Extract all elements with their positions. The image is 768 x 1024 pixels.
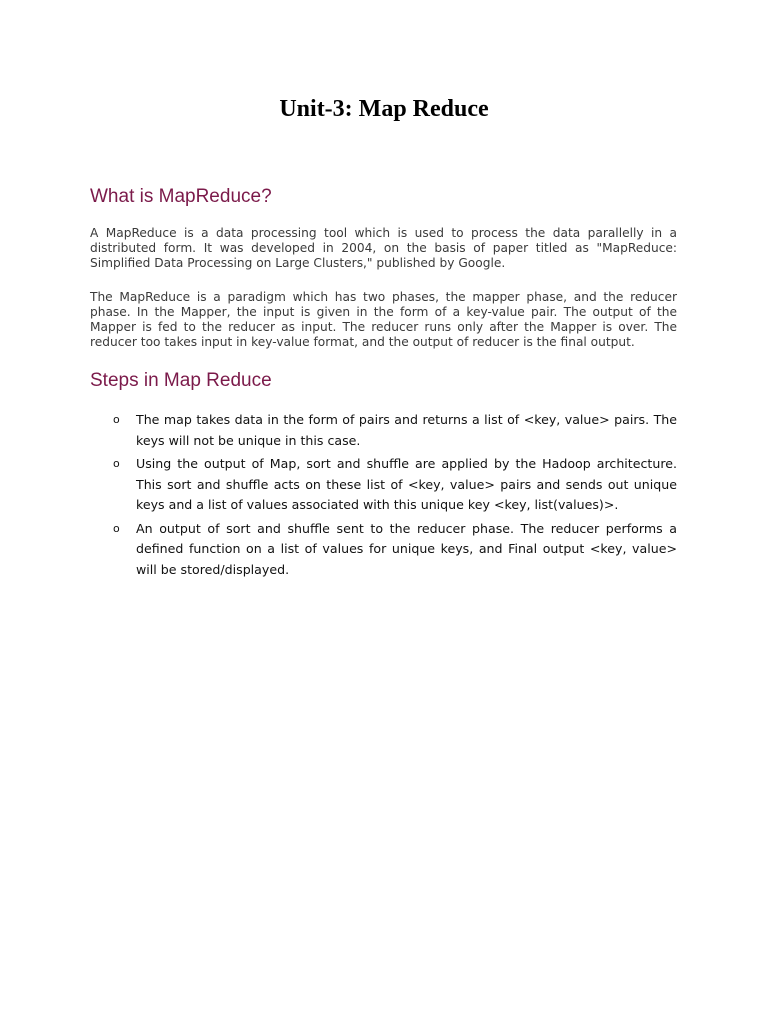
paragraph-paradigm: The MapReduce is a paradigm which has two phases, the mapper phase, and the reducer phase. In the Mapper, the input is given in the form of a key-value pair. The output of the Mapper is fed to the reducer as input. The reducer runs only after the Mapper is over. The reducer too takes input in key-value format, and the output of reducer is the final output. [90, 290, 677, 349]
list-item-text: The map takes data in the form of pairs and returns a list of <key, value> pairs. The keys will not be unique in this case. [136, 412, 677, 448]
list-item [110, 454, 677, 516]
list-item [110, 410, 677, 451]
page-title: Unit-3: Map Reduce [279, 96, 489, 122]
list-item [110, 519, 677, 581]
list-item-text: An output of sort and shuffle sent to the reducer phase. The reducer performs a defined function on a list of values for unique keys, and Final output <key, value> will be stored/displayed. [136, 520, 677, 577]
steps-list [110, 410, 677, 583]
section-heading-what-is-mapreduce: What is MapReduce? [90, 186, 272, 207]
paragraph-intro: A MapReduce is a data processing tool which is used to process the data parallelly in a distributed form. It was developed in 2004, on the basis of paper titled as "MapReduce: Simplified Data Processing on Large Clusters," published by Google. [90, 226, 677, 270]
list-item-text: Using the output of Map, sort and shuffle are applied by the Hadoop architecture. This sort and shuffle acts on these list of <key, value> pairs and sends out unique keys and a list of values associated with this unique key <key, list(values)>. [136, 456, 677, 512]
section-heading-steps: Steps in Map Reduce [90, 370, 272, 391]
bullet-marker: o [113, 413, 120, 426]
bullet-marker: o [113, 521, 120, 535]
bullet-marker: o [113, 457, 120, 470]
